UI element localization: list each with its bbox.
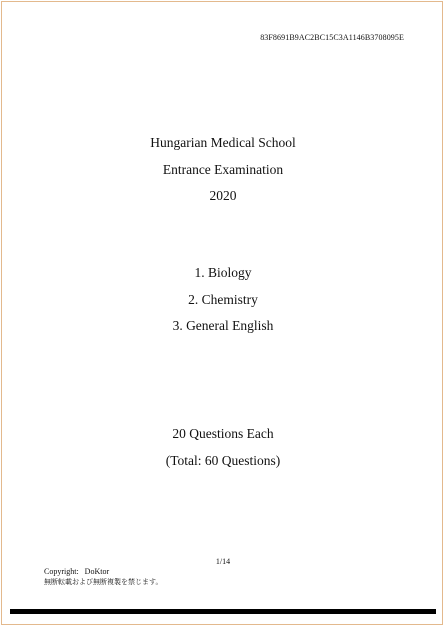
- questions-each: 20 Questions Each: [172, 426, 274, 441]
- subject-item: 3. General English: [172, 318, 274, 333]
- document-id: 83F8691B9AC2BC15C3A1146B3708095E: [260, 33, 404, 42]
- page-number: 1/14: [215, 557, 231, 566]
- exam-year: 2020: [209, 188, 237, 203]
- subject-item: 2. Chemistry: [188, 291, 258, 307]
- title-block: [0, 130, 446, 210]
- footer-rule: [10, 609, 408, 614]
- copyright-holder: DoKtor: [84, 567, 110, 576]
- copyright-notice: [44, 566, 162, 588]
- question-count-block: [0, 420, 446, 474]
- reproduction-restriction: 無断転載および無断複製を禁じます。: [44, 578, 163, 586]
- school-name: Hungarian Medical School: [150, 135, 296, 150]
- exam-name: Entrance Examination: [162, 161, 284, 177]
- footer-rule-extension: [408, 609, 436, 614]
- subject-list: [0, 260, 446, 340]
- copyright-label: Copyright:: [44, 567, 79, 576]
- questions-total: (Total: 60 Questions): [165, 453, 281, 468]
- subject-item: 1. Biology: [194, 265, 252, 280]
